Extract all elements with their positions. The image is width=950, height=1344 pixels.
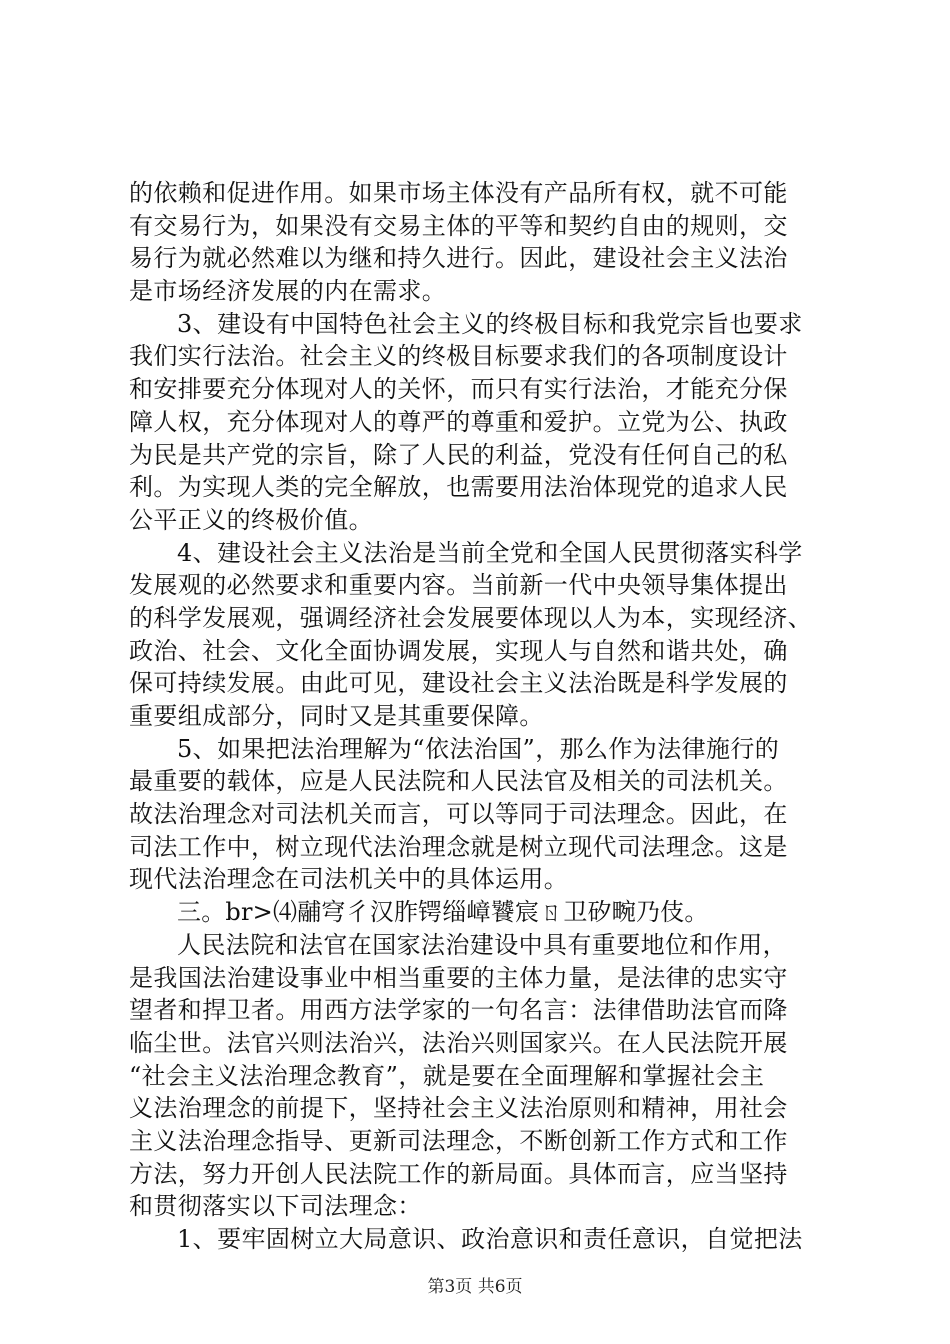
text-line: 有交易行为，如果没有交易主体的平等和契约自由的规则，交	[129, 211, 788, 240]
text-line: 易行为就必然难以为继和持久进行。因此，建设社会主义法治	[129, 244, 788, 273]
text-line: 主义法治理念指导、更新司法理念，不断创新工作方式和工作	[129, 1126, 788, 1155]
text-line: 为民是共产党的宗旨，除了人民的利益，党没有任何自己的私	[129, 440, 788, 469]
text-line: 利。为实现人类的完全解放，也需要用法治体现党的追求人民	[129, 473, 788, 502]
text-line: 司法工作中，树立现代法治理念就是树立现代司法理念。这是	[129, 832, 788, 861]
paragraph-start-line: 1、要牢固树立大局意识、政治意识和责任意识，自觉把法	[177, 1225, 803, 1253]
text-line: 发展观的必然要求和重要内容。当前新一代中央领导集体提出	[129, 571, 788, 600]
text-line: 公平正义的终极价值。	[129, 505, 373, 534]
text-line: 是我国法治建设事业中相当重要的主体力量，是法律的忠实守	[129, 963, 788, 992]
section-heading-line: 三。br>⑷鬴穹彳汉胙锷缁嶂饕宸ㄖ卫矽畹乃伎。	[177, 898, 709, 927]
text-line: 的依赖和促进作用。如果市场主体没有产品所有权，就不可能	[129, 179, 788, 207]
text-line: 望者和捍卫者。用西方法学家的一句名言：法律借助法官而降	[129, 996, 788, 1025]
text-line: 故法治理念对司法机关而言，可以等同于司法理念。因此，在	[129, 800, 788, 829]
text-line: 最重要的载体，应是人民法院和人民法官及相关的司法机关。	[129, 767, 788, 796]
page-number: 第3页 共6页	[427, 1277, 523, 1297]
paragraph-start-line: 3、建设有中国特色社会主义的终极目标和我党宗旨也要求	[177, 309, 803, 338]
text-line: 和贯彻落实以下司法理念：	[129, 1192, 422, 1221]
text-line: “社会主义法治理念教育”，就是要在全面理解和掌握社会主	[129, 1061, 765, 1090]
text-line: 障人权，充分体现对人的尊严的尊重和爱护。立党为公、执政	[129, 407, 788, 436]
paragraph-start-line: 人民法院和法官在国家法治建设中具有重要地位和作用，	[177, 930, 787, 959]
text-line: 重要组成部分，同时又是其重要保障。	[129, 702, 544, 730]
text-line: 临尘世。法官兴则法治兴，法治兴则国家兴。在人民法院开展	[129, 1028, 788, 1057]
text-line: 和安排要充分体现对人的关怀，而只有实行法治，才能充分保	[129, 375, 788, 404]
text-line: 是市场经济发展的内在需求。	[129, 277, 447, 306]
text-line: 我们实行法治。社会主义的终极目标要求我们的各项制度设计	[129, 342, 788, 371]
body-text	[129, 177, 829, 1256]
text-line: 义法治理念的前提下，坚持社会主义法治原则和精神，用社会	[129, 1094, 788, 1123]
paragraph-start-line: 4、建设社会主义法治是当前全党和全国人民贯彻落实科学	[177, 538, 803, 567]
text-line: 现代法治理念在司法机关中的具体运用。	[129, 865, 569, 894]
paragraph-start-line: 5、如果把法治理解为“依法治国”，那么作为法律施行的	[177, 734, 780, 763]
text-line: 方法，努力开创人民法院工作的新局面。具体而言，应当坚持	[129, 1159, 788, 1188]
text-line: 保可持续发展。由此可见，建设社会主义法治既是科学发展的	[129, 669, 788, 698]
page-footer	[0, 1272, 950, 1297]
text-line: 的科学发展观，强调经济社会发展要体现以人为本，实现经济、	[129, 603, 813, 632]
text-line: 政治、社会、文化全面协调发展，实现人与自然和谐共处，确	[129, 636, 788, 665]
